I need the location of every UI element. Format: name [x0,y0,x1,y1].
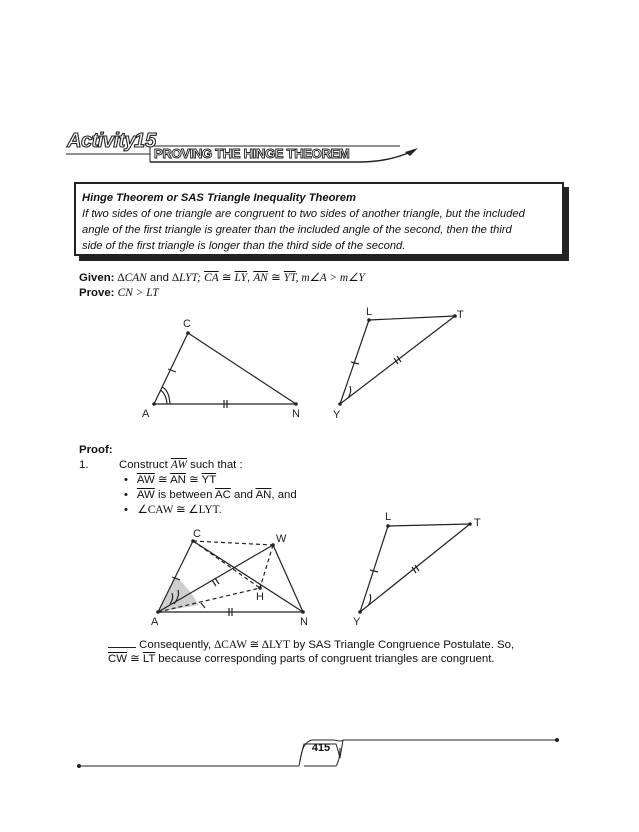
b2-and: and [234,489,254,501]
step-seg-aw: $\overline{AW}$ [170,459,187,471]
given-tri1: ∆CAN [117,272,147,284]
seg-ly [340,320,369,404]
prove-label: Prove: [79,287,115,299]
point2-h [258,586,262,590]
footer-dot-right [555,738,559,742]
given-tri2: ∆LYT; [172,272,201,284]
conclusion-seg-cw: $\overline{CW}$ [108,653,127,665]
given-cong-1: ≅ [221,272,232,284]
given-cong-2: ≅ [271,272,281,284]
activity-number: 15 [134,130,157,152]
b3-text: ∠CAW ≅ ∠LYT. [137,504,222,516]
bullet-1-mark: • [124,474,128,486]
bullet-1 [124,473,216,488]
theorem-line-2: angle of the first triangle is greater than the included angle of the second, then the third [82,224,512,236]
seg2-ly [360,526,388,612]
label-l: L [366,306,373,318]
bullet-3 [124,503,222,518]
b1-cong-1: ≅ [157,474,168,486]
seg-cn [188,333,296,404]
tick2-ah [201,603,205,608]
given-and: and [149,272,169,284]
label2-n: N [300,616,308,628]
label2-a: A [151,616,159,628]
angle-arc-a-1 [160,390,167,404]
theorem-title: Hinge Theorem or SAS Triangle Inequality Theorem [82,192,356,204]
prove-statement: CN > LT [117,287,159,299]
b1-seg-aw: $\overline{AW}$ [136,474,155,486]
proof-label: Proof: [79,444,113,456]
proof-step-number: 1. [79,459,89,471]
label2-w: W [276,533,287,545]
b2-seg-ac: $\overline{AC}$ [215,489,231,501]
point2-a [156,610,160,614]
b2-seg-an: $\overline{AN}$ [255,489,272,501]
conclusion-tri: ∆CAW ≅ ∆LYT [214,639,290,651]
label-n: N [292,408,300,420]
tick2-aw-2 [215,578,219,584]
conclusion-cong: ≅ [130,653,140,665]
given-angle: , m∠A > m∠Y [295,272,365,284]
seg2-lt [388,524,470,526]
b2-end: , and [271,489,297,501]
bullet-3-mark: • [124,504,128,516]
b1-seg-an: $\overline{AN}$ [170,474,186,486]
bullet-2 [124,488,297,503]
conclusion-a: Consequently, [139,639,212,651]
label-c: C [183,318,191,330]
footer-dot-left [77,764,81,768]
seg-yt [340,316,455,404]
seg2-cw-dashed [193,541,273,545]
seg-lt [369,316,455,320]
point-a [152,402,156,406]
point2-y [358,610,362,614]
conclusion-line-2 [108,652,495,667]
label2-c: C [193,528,201,540]
theorem-line-1: If two sides of one triangle are congruent to two sides of another triangle, but the included [82,208,525,220]
conclusion-line-1 [108,637,558,653]
activity-word: Activity [67,130,136,152]
b2-seg-aw: $\overline{AW}$ [136,489,155,501]
conclusion-b: by SAS Triangle Congruence Postulate. So, [293,639,515,651]
b2-mid: is between [157,489,213,501]
tick2-aw-1 [212,580,216,586]
point2-l [386,524,390,528]
seg-ca [154,333,188,404]
given-seg-an: $\overline{AN}$ [253,272,268,284]
label2-t: T [474,517,481,529]
given-label: Given: [79,272,115,284]
angle-arc-a-2 [162,387,170,404]
step-text-a: Construct [119,459,168,471]
conclusion-seg-lt: $\overline{LT}$ [142,653,156,665]
tick-yt-1 [394,358,398,364]
given-comma: , [247,272,251,284]
point2-w [271,543,275,547]
b1-cong-2: ≅ [189,474,199,486]
seg2-yt [360,524,470,612]
b1-seg-yt: $\overline{YT}$ [201,474,217,486]
activity-title: PROVING THE HINGE THEOREM [154,146,350,161]
given-seg-ly: $\overline{LY}$ [234,272,247,284]
step-text-b: such that : [190,459,243,471]
label-a: A [142,408,150,420]
given-seg-yt: $\overline{YT}$ [283,272,296,284]
label-y: Y [333,409,341,421]
label-t: T [457,309,464,321]
point-y [338,402,342,406]
point2-n [301,610,305,614]
label2-l: L [385,511,392,523]
point-c [186,331,190,335]
label2-h: H [256,591,264,603]
proof-step-1 [119,458,243,473]
theorem-line-3: side of the first triangle is longer than the third side of the second. [82,240,406,252]
point-n [294,402,298,406]
point2-t [468,522,472,526]
given-seg-ca: $\overline{CA}$ [204,272,219,284]
label2-y: Y [353,616,361,628]
conclusion-b2: because corresponding parts of congruent triangles are congruent. [158,653,495,665]
tick-yt-2 [397,356,401,362]
bullet-2-mark: • [124,489,128,501]
page-number: 415 [311,742,331,754]
point-l [367,318,371,322]
